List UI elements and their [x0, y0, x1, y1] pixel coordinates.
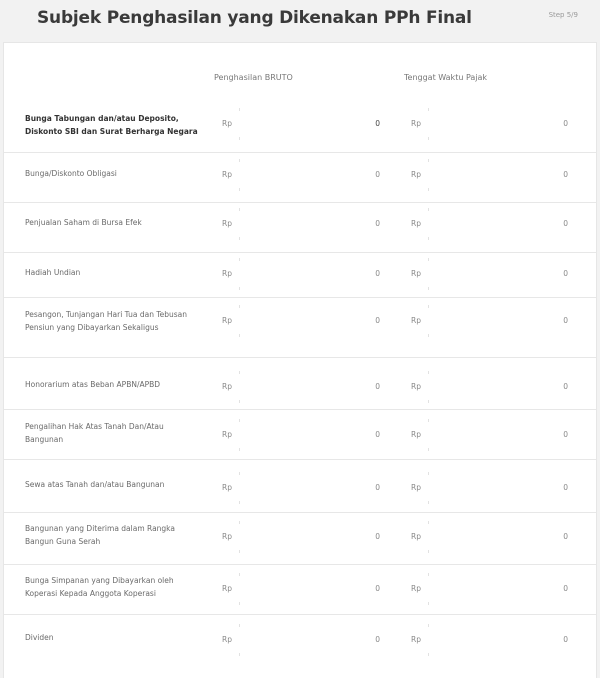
bruto-value: 0 [375, 119, 380, 128]
row-label: Bunga Simpanan yang Dibayarkan oleh Koperasi Kepada Anggota Koperasi [25, 576, 174, 598]
row-label: Pengalihan Hak Atas Tanah Dan/Atau Bangunan [25, 422, 164, 444]
bruto-input[interactable] [222, 631, 380, 653]
tenggat-input[interactable] [411, 631, 568, 653]
income-row [4, 460, 597, 513]
income-row [4, 98, 597, 153]
tenggat-value: 0 [563, 382, 568, 391]
tenggat-input[interactable] [411, 265, 568, 287]
bruto-input[interactable] [222, 265, 380, 287]
bruto-input[interactable] [222, 115, 380, 137]
bruto-value: 0 [375, 584, 380, 593]
tenggat-value: 0 [563, 483, 568, 492]
income-row [4, 410, 597, 460]
row-label: Pesangon, Tunjangan Hari Tua dan Tebusan Pensiun yang Dibayarkan Sekaligus [25, 310, 188, 332]
income-row [4, 153, 597, 203]
row-label: Sewa atas Tanah dan/atau Bangunan [25, 480, 165, 489]
currency-prefix: Rp [222, 532, 232, 541]
currency-prefix: Rp [222, 269, 232, 278]
currency-prefix: Rp [411, 269, 421, 278]
currency-prefix: Rp [222, 584, 232, 593]
income-row [4, 298, 597, 358]
currency-prefix: Rp [411, 219, 421, 228]
currency-prefix: Rp [222, 430, 232, 439]
currency-prefix: Rp [411, 635, 421, 644]
bruto-value: 0 [375, 430, 380, 439]
income-row [4, 565, 597, 615]
bruto-value: 0 [375, 316, 380, 325]
tenggat-input[interactable] [411, 580, 568, 602]
tenggat-value: 0 [563, 635, 568, 644]
tenggat-input[interactable] [411, 215, 568, 237]
bruto-input[interactable] [222, 378, 380, 400]
currency-prefix: Rp [222, 219, 232, 228]
income-row [4, 253, 597, 298]
page-title: Subjek Penghasilan yang Dikenakan PPh Final [37, 8, 472, 28]
currency-prefix: Rp [411, 119, 421, 128]
bruto-input[interactable] [222, 215, 380, 237]
tenggat-input[interactable] [411, 479, 568, 501]
income-row [4, 203, 597, 253]
tenggat-value: 0 [563, 219, 568, 228]
currency-prefix: Rp [222, 382, 232, 391]
row-label: Honorarium atas Beban APBN/APBD [25, 380, 161, 389]
bruto-input[interactable] [222, 166, 380, 188]
bruto-value: 0 [375, 483, 380, 492]
currency-prefix: Rp [222, 119, 232, 128]
bruto-input[interactable] [222, 312, 380, 334]
row-label: Bunga Tabungan dan/atau Deposito, Diskonto SBI dan Surat Berharga Negara [25, 114, 198, 136]
bruto-input[interactable] [222, 479, 380, 501]
tenggat-value: 0 [563, 119, 568, 128]
tenggat-input[interactable] [411, 312, 568, 334]
bruto-input[interactable] [222, 426, 380, 448]
currency-prefix: Rp [222, 483, 232, 492]
bruto-input[interactable] [222, 580, 380, 602]
currency-prefix: Rp [411, 532, 421, 541]
bruto-value: 0 [375, 635, 380, 644]
currency-prefix: Rp [411, 170, 421, 179]
tenggat-value: 0 [563, 269, 568, 278]
row-label: Penjualan Saham di Bursa Efek [25, 218, 142, 227]
bruto-input[interactable] [222, 528, 380, 550]
income-row [4, 615, 597, 678]
tenggat-value: 0 [563, 430, 568, 439]
bruto-value: 0 [375, 219, 380, 228]
tenggat-input[interactable] [411, 166, 568, 188]
income-row [4, 513, 597, 565]
currency-prefix: Rp [411, 382, 421, 391]
row-label: Dividen [25, 633, 54, 642]
tenggat-input[interactable] [411, 378, 568, 400]
currency-prefix: Rp [222, 170, 232, 179]
column-header-tenggat: Tenggat Waktu Pajak [404, 73, 488, 82]
row-label: Hadiah Undian [25, 268, 81, 277]
tenggat-input[interactable] [411, 115, 568, 137]
currency-prefix: Rp [222, 316, 232, 325]
income-form [3, 42, 597, 678]
currency-prefix: Rp [411, 483, 421, 492]
header [0, 0, 600, 42]
bruto-value: 0 [375, 170, 380, 179]
bruto-value: 0 [375, 382, 380, 391]
currency-prefix: Rp [411, 584, 421, 593]
tenggat-input[interactable] [411, 528, 568, 550]
step-indicator: Step 5/9 [548, 11, 578, 19]
income-row [4, 358, 597, 410]
bruto-value: 0 [375, 269, 380, 278]
currency-prefix: Rp [411, 316, 421, 325]
bruto-value: 0 [375, 532, 380, 541]
column-header-bruto: Penghasilan BRUTO [214, 73, 293, 82]
tenggat-value: 0 [563, 170, 568, 179]
currency-prefix: Rp [222, 635, 232, 644]
tenggat-value: 0 [563, 532, 568, 541]
currency-prefix: Rp [411, 430, 421, 439]
tenggat-value: 0 [563, 584, 568, 593]
tenggat-input[interactable] [411, 426, 568, 448]
tenggat-value: 0 [563, 316, 568, 325]
row-label: Bangunan yang Diterima dalam Rangka Bangun Guna Serah [25, 524, 175, 546]
row-label: Bunga/Diskonto Obligasi [25, 169, 117, 178]
